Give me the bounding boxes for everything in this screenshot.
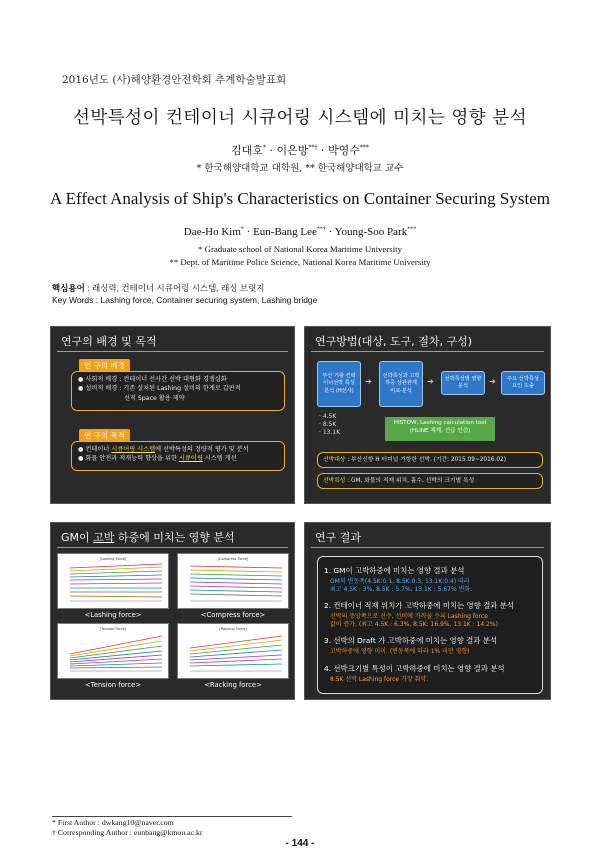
method-step-1: 부산 기항 컨테이너선박 특성 분석 (H선사) (317, 361, 361, 407)
feature-box: 선박특성 : GM, 화물의 적재 위치, 흘수, 선박의 크기별 특성 (317, 473, 543, 489)
slide-gm-analysis (50, 522, 295, 700)
background-box (71, 371, 285, 411)
author-ko-3: 박영수 (327, 144, 360, 157)
result-3-detail: 고박하중에 영향 미미. (변동폭에 따라 1% 미만 영향) (330, 648, 470, 655)
chart-lashing-force (57, 553, 169, 609)
slide-title: 연구 결과 (315, 531, 362, 544)
authors-english: Dae-Ho Kim* · Eun-Bang Lee**† · Young-Soo Park*** (183, 226, 417, 238)
caption-tension-force: <Tension force> (84, 681, 142, 689)
ship-size-item: · 8.5K (319, 421, 337, 429)
chart-title: [Compress Force] (217, 557, 249, 561)
caption-lashing-force: <Lashing force> (84, 611, 142, 619)
authors-korean: 김대호* · 이은방**† · 박영수*** (231, 144, 369, 157)
title-korean: 선박특성이 컨테이너 시큐어링 시스템에 미치는 영향 분석 (72, 108, 528, 128)
result-2-heading: 2. 컨테이너 적재 위치가 고박하중에 미치는 영향 결과 분석 (324, 601, 515, 610)
chart-tension-force (57, 623, 169, 679)
result-3-heading: 3. 선박의 Draft 가 고박하중에 미치는 영향 결과 분석 (324, 636, 497, 645)
chart-compress-force (177, 553, 289, 609)
ship-size-item: · 13.1K (319, 429, 341, 437)
ship-size-list (319, 413, 340, 437)
affiliation-korean: * 한국해양대학교 대학원, ** 한국해양대학교 교수 (196, 163, 404, 174)
arrow-icon: ➔ (427, 377, 434, 386)
bullet-social: ● 사회적 배경 : 컨테이너 선사간 선박 대형화 경쟁심화 (78, 376, 227, 383)
bullet-purpose-1: ● 컨테이너 시큐어링 시스템에 선박특성의 정량적 평가 및 분석 (78, 446, 249, 453)
tension-force-plot (58, 624, 168, 678)
slide-title: 연구의 배경 및 목적 (61, 335, 157, 348)
arrow-icon: ➔ (365, 377, 372, 386)
caption-racking-force: <Racking force> (204, 681, 262, 689)
racking-force-plot (178, 624, 288, 678)
bullet-facility: ● 설비적 배경 : 기존 설치된 Lashing 설비의 한계로 갑판적 (78, 385, 241, 393)
slide-title: GM이 고박 하중에 미치는 영향 분석 (61, 531, 235, 544)
result-4-heading: 4. 선박크기별 특성이 고박하중에 미치는 영향 결과 분석 (324, 664, 505, 673)
title-english: A Effect Analysis of Ship's Characteristics on Container Securing System (50, 189, 550, 208)
slide-divider (57, 351, 288, 352)
slide-title: 연구방법(대상, 도구, 절차, 구성) (315, 335, 473, 348)
compress-force-plot (178, 554, 288, 608)
bullet-purpose-2: ● 화물 안전과 적재능력 향상을 위한 시큐어링 시스템 개선 (78, 455, 237, 463)
method-step-2: 선박특성과 고박하중 상관관계 비교·분석 (379, 361, 423, 407)
keywords-english: Key Words : Lashing force, Container securing system, Lashing bridge (52, 295, 318, 305)
slide-background-purpose (50, 326, 295, 504)
chart-title: [Lashing Force] (99, 557, 127, 561)
affiliation-english-2: ** Dept. of Maritime Police Science, National Korea Maritime University (169, 257, 431, 267)
author-en-1: Dae-Ho Kim (183, 226, 241, 238)
slide-results (304, 522, 551, 700)
slide-divider (311, 547, 544, 548)
page-number: - 144 - (285, 838, 315, 848)
result-4-detail: 8.5K 선박 Lashing force 가장 취약. (330, 676, 429, 683)
author-ko-2: 이은방 (276, 144, 309, 157)
bullet-facility-cont: 선적 Space 활용 제약 (124, 394, 185, 402)
result-1-heading: 1. GM이 고박하중에 미치는 영향 결과 분석 (324, 566, 465, 575)
method-step-3: 선박특성별 영향 분석 (441, 371, 485, 395)
footnote-divider (52, 816, 292, 817)
purpose-box (71, 441, 285, 471)
conference-name: 2016년도 (사)해양환경안전학회 추계학술발표회 (62, 74, 287, 86)
footnote-corresponding: † Corresponding Author : eunbang@kmou.ac.kr (52, 828, 203, 837)
result-2-detail: 선박의 중앙쪽으로 선수, 선미에 가까울 수록 Lashing force 값이 증가. (최고 4.5K : 6.3%, 8.5K: 16.9%, 13.1K : 14.2%) (330, 613, 498, 629)
slide-divider (311, 351, 544, 352)
chart-title: [Tension Force] (99, 627, 127, 631)
tool-box: HISTOW, Lashing calculation tool (HLINE 체계, 선급 인증) (385, 417, 495, 441)
author-ko-1: 김대호 (231, 144, 264, 157)
tag-background: 연 구의 배경 (79, 359, 130, 372)
chart-racking-force (177, 623, 289, 679)
target-box: 선박대상 : 부산신항 H 터미널 기항한 선박. (기간: 2015.09~2016.02) (317, 452, 543, 468)
keywords-korean: 핵심용어 : 래싱력, 컨테이너 시큐어링 시스템, 래싱 브릿지 (52, 283, 265, 293)
slide-divider (57, 547, 288, 548)
slide-method (304, 326, 551, 504)
chart-title: [Racking Force] (219, 627, 247, 631)
method-step-4: 주요 선박특성 요인 도출 (501, 371, 545, 395)
arrow-icon: ➔ (489, 377, 496, 386)
results-panel (317, 556, 543, 694)
caption-compress-force: <Compress force> (200, 611, 266, 619)
lashing-force-plot (58, 554, 168, 608)
ship-size-item: · 4.5K (319, 413, 337, 420)
footnote-first-author: * First Author : dwkang10@naver.com (52, 818, 174, 827)
author-en-3: Young-Soo Park (334, 226, 408, 238)
author-en-2: Eun-Bang Lee (253, 226, 317, 238)
result-1-detail: GM의 변동폭(4.5K:0.1, 8.5K:0.3, 13.1K:0.4) 따라 최고 4.5K : 3%, 8.5K : 5.7%, 13.1K : 5.67% 변화. (330, 578, 473, 594)
affiliation-english-1: * Graduate school of National Korea Maritime University (198, 244, 402, 254)
tag-purpose: 연 구의 목적 (79, 429, 130, 442)
